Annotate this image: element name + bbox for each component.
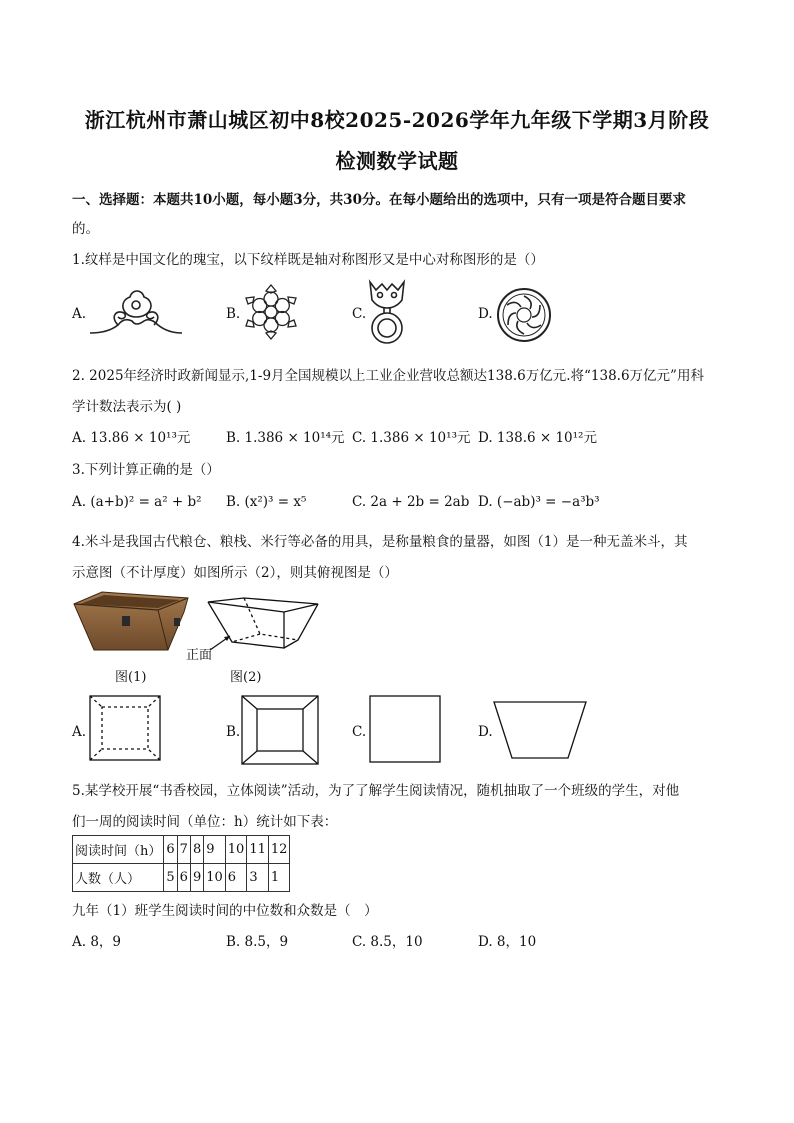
q1-label-c: C. <box>352 306 367 322</box>
table-cell: 12 <box>268 836 290 864</box>
table-cell: 10 <box>225 836 247 864</box>
q4-stem-line1: 4.米斗是我国古代粮仓、粮栈、米行等必备的用具，是称量粮食的量器，如图（1）是一种无盖米斗，其 <box>72 534 688 550</box>
table-cell: 人数（人） <box>73 864 164 892</box>
q5-stem-line1: 5.某学校开展“书香校园，立体阅读”活动，为了了解学生阅读情况，随机抽取了一个班级的学生，对他 <box>72 783 680 799</box>
q3-option-c: C. 2a + 2b = 2ab <box>352 494 470 510</box>
exam-title-line1: 浙江杭州市萧山城区初中8校2025-2026学年九年级下学期3月阶段 <box>84 108 710 132</box>
table-cell: 6 <box>177 864 190 892</box>
table-cell: 1 <box>268 864 290 892</box>
exam-title-line2: 检测数学试题 <box>335 149 459 173</box>
q4-figure1-caption: 图(1) <box>115 670 147 685</box>
q4-option-c-view <box>368 694 442 764</box>
q3-option-a: A. (a+b)² = a² + b² <box>72 494 202 510</box>
q4-label-a: A. <box>72 724 87 740</box>
q4-front-label: 正面 <box>186 648 213 663</box>
q1-label-d: D. <box>478 306 493 322</box>
table-row <box>73 864 290 892</box>
q1-stem: 1.纹样是中国文化的瑰宝，以下纹样既是轴对称图形又是中心对称图形的是（） <box>72 252 544 268</box>
table-cell: 11 <box>247 836 269 864</box>
q4-photo-wooden-rice-measure <box>72 590 190 654</box>
q1-label-b: B. <box>226 306 241 322</box>
q1-figure-a-cloud-pattern <box>88 287 184 339</box>
q4-label-d: D. <box>478 724 493 740</box>
table-cell: 7 <box>177 836 190 864</box>
q4-option-a-view <box>88 694 162 762</box>
q4-label-c: C. <box>352 724 367 740</box>
q3-option-b: B. (x²)³ = x⁵ <box>226 494 307 510</box>
q4-figure2-caption: 图(2) <box>230 670 262 685</box>
q5-option-d: D. 8，10 <box>478 934 537 950</box>
q2-option-d: D. 138.6 × 10¹²元 <box>478 430 597 446</box>
q1-figure-b-flower-pattern <box>242 283 300 341</box>
q5-option-c: C. 8.5，10 <box>352 934 423 950</box>
table-cell: 10 <box>204 864 226 892</box>
q2-option-c: C. 1.386 × 10¹³元 <box>352 430 471 446</box>
q1-figure-c-bronze-ring-pattern <box>366 278 408 348</box>
q5-question: 九年（1）班学生阅读时间的中位数和众数是（ ） <box>72 903 378 919</box>
q2-stem-line2: 学计数法表示为( ) <box>72 399 182 415</box>
q4-stem-line2: 示意图（不计厚度）如图所示（2），则其俯视图是（） <box>72 565 398 581</box>
table-cell: 6 <box>164 836 177 864</box>
q2-option-b: B. 1.386 × 10¹⁴元 <box>226 430 345 446</box>
q3-stem: 3.下列计算正确的是（） <box>72 462 220 478</box>
table-cell: 8 <box>190 836 203 864</box>
table-cell: 阅读时间（h） <box>73 836 164 864</box>
table-cell: 3 <box>247 864 269 892</box>
q5-reading-time-table <box>72 835 290 892</box>
q3-option-d: D. (−ab)³ = −a³b³ <box>478 494 600 510</box>
q1-figure-d-round-pattern <box>496 287 552 343</box>
q5-stem-line2: 们一周的阅读时间（单位：h）统计如下表： <box>72 814 338 830</box>
q4-label-b: B. <box>226 724 241 740</box>
section-instructions-line1: 一、选择题：本题共10小题，每小题3分，共30分。在每小题给出的选项中，只有一项是符合题目要求 <box>72 192 686 208</box>
table-cell: 9 <box>204 836 226 864</box>
q4-diagram-frustum-schematic <box>200 596 324 658</box>
q2-option-a: A. 13.86 × 10¹³元 <box>72 430 191 446</box>
q2-stem-line1: 2. 2025年经济时政新闻显示,1-9月全国规模以上工业企业营收总额达138.6万亿元.将“138.6万亿元”用科 <box>72 368 704 384</box>
q5-option-b: B. 8.5，9 <box>226 934 289 950</box>
q4-option-d-view <box>492 700 588 760</box>
table-cell: 5 <box>164 864 177 892</box>
q1-label-a: A. <box>72 306 87 322</box>
section-instructions-line2: 的。 <box>72 221 99 237</box>
q5-option-a: A. 8，9 <box>72 934 122 950</box>
table-row <box>73 836 290 864</box>
table-cell: 9 <box>190 864 203 892</box>
table-cell: 6 <box>225 864 247 892</box>
q4-option-b-view <box>240 694 320 766</box>
